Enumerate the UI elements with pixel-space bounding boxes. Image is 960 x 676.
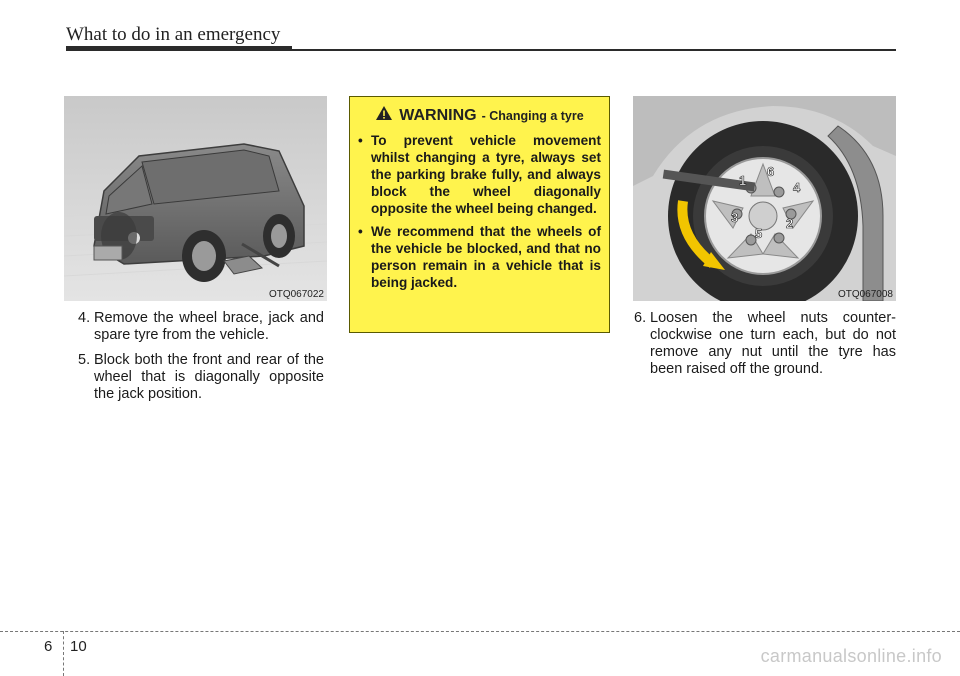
step-item (78, 352, 324, 403)
step-item (634, 310, 896, 378)
nut-number: 6 (767, 164, 775, 179)
warning-title: WARNING (399, 106, 477, 124)
step-text: Block both the front and rear of the wheel that is diagonally opposite the jack position. (94, 352, 324, 402)
page-number: 10 (70, 638, 87, 655)
section-number: 6 (44, 638, 53, 655)
figure-vehicle-blocked (64, 96, 327, 301)
steps-right (634, 310, 896, 386)
footer-divider (63, 631, 64, 676)
vehicle-illustration (64, 96, 327, 301)
warning-text: To prevent vehicle movement whilst changing a tyre, always set the parking brake fully, and always block the wheel diagonally opposite the wheel being changed. (371, 133, 601, 216)
nut-number: 3 (731, 210, 739, 225)
steps-left (78, 310, 324, 411)
step-text: Loosen the wheel nuts counter-clockwise one turn each, but do not remove any nut until the tyre has been raised off the ground. (650, 310, 896, 377)
header-title: What to do in an emergency (66, 24, 281, 45)
step-number: 5. (78, 352, 91, 368)
nut-number: 2 (786, 216, 794, 231)
nut-number: 1 (739, 173, 747, 188)
watermark: carmanualsonline.info (760, 646, 942, 666)
step-number: 6. (634, 310, 647, 326)
warning-item (358, 132, 601, 217)
nut-number: 4 (793, 180, 801, 195)
bullet: • (358, 224, 363, 239)
step-item (78, 310, 324, 344)
figure-code: OTQ067008 (837, 289, 893, 300)
wheel-illustration (633, 96, 896, 301)
figure-wheel-nuts (633, 96, 896, 301)
figure-code: OTQ067022 (268, 289, 324, 300)
warning-box (349, 96, 610, 333)
header-rule-accent (66, 46, 292, 51)
footer-rule (0, 631, 960, 632)
warning-header (358, 105, 601, 126)
warning-subtitle: - Changing a tyre (481, 108, 584, 123)
step-number: 4. (78, 310, 91, 326)
warning-list (358, 132, 601, 291)
warning-text: We recommend that the wheels of the vehicle be blocked, and that no person remain in a vehicle that is being jacked. (371, 224, 601, 290)
step-text: Remove the wheel brace, jack and spare tyre from the vehicle. (94, 310, 324, 343)
nut-number: 5 (755, 226, 763, 241)
bullet: • (358, 133, 363, 148)
warning-item (358, 223, 601, 291)
warning-triangle-icon (375, 105, 393, 126)
